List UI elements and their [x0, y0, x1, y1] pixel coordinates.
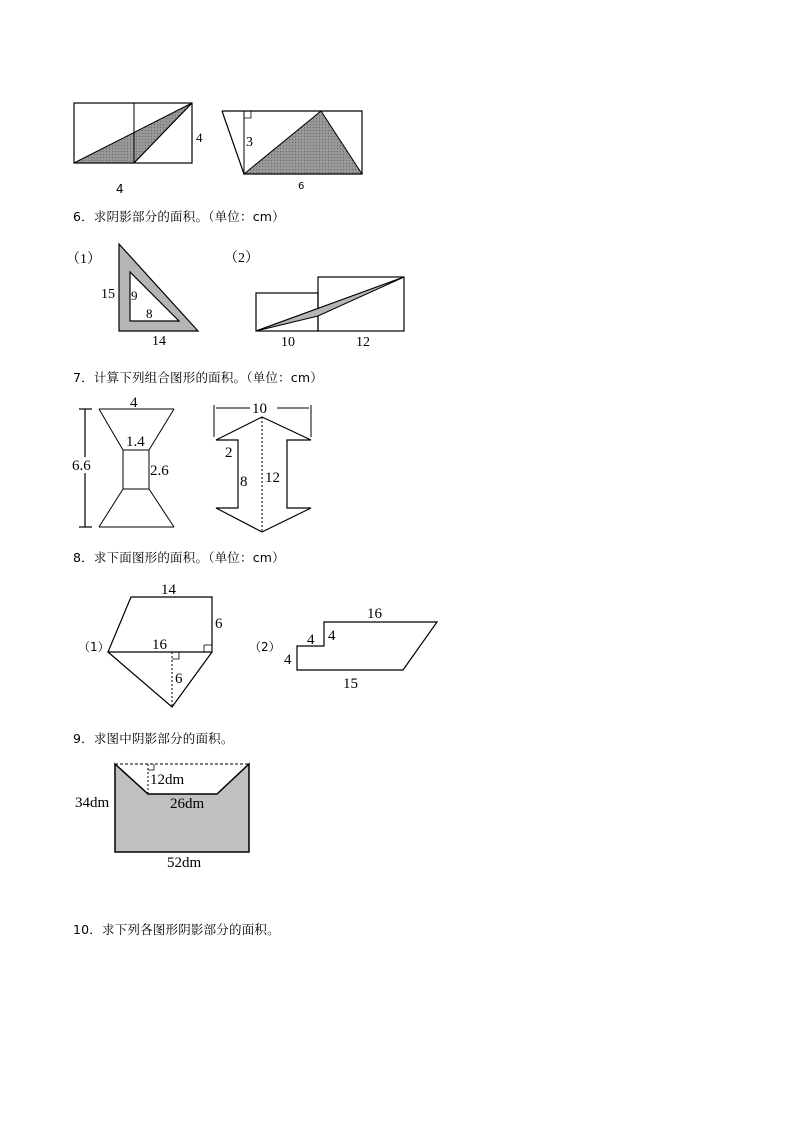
top-width-label: 4 — [130, 395, 138, 411]
question-6: 6．求阴影部分的面积。（单位：cm） — [73, 209, 285, 224]
inset-label: 2 — [225, 445, 233, 461]
total-height-label: 6.6 — [72, 458, 91, 474]
height-label: 34dm — [75, 795, 110, 811]
part-label-1: （1） — [78, 640, 110, 654]
base-label: 14 — [152, 334, 166, 349]
rect-height-label: 2.6 — [150, 463, 169, 479]
bottom-label: 15 — [343, 676, 358, 692]
bottom-label: 6 — [298, 181, 305, 192]
height-label: 12 — [265, 470, 280, 486]
question-10: 10．求下列各图形阴影部分的面积。 — [73, 922, 280, 937]
base-label: 16 — [152, 637, 167, 653]
notch-bottom-label: 26dm — [170, 796, 205, 812]
part-label-1: （1） — [66, 252, 101, 267]
top-label: 16 — [367, 606, 382, 622]
left-bottom-label: 4 — [116, 182, 124, 196]
notch-depth-label: 12dm — [150, 772, 185, 788]
right-width-label: 12 — [356, 335, 370, 350]
question-8: 8．求下面图形的面积。（单位：cm） — [73, 550, 285, 565]
question-7: 7．计算下列组合图形的面积。（单位：cm） — [73, 370, 323, 385]
base-label: 52dm — [167, 855, 202, 871]
part-label-2: （2） — [249, 640, 281, 654]
width-label: 10 — [252, 401, 267, 417]
neck-label: 1.4 — [126, 434, 145, 450]
inner-height-label: 9 — [131, 288, 138, 303]
tri-height-label: 6 — [175, 671, 183, 687]
left-width-label: 10 — [281, 335, 295, 350]
inner-base-label: 8 — [146, 306, 153, 321]
step1-label: 4 — [328, 628, 336, 644]
side-label: 15 — [101, 287, 115, 302]
left-label: 4 — [284, 652, 292, 668]
left-side-label: 4 — [196, 130, 203, 145]
part-label-2: （2） — [224, 251, 259, 266]
notched-rectangle-figure — [75, 764, 249, 871]
right-label: 6 — [215, 616, 223, 632]
question-9: 9．求图中阴影部分的面积。 — [73, 731, 234, 746]
height-label: 3 — [246, 135, 253, 150]
top-label: 14 — [161, 582, 176, 598]
step2-label: 4 — [307, 632, 315, 648]
side-label: 8 — [240, 474, 248, 490]
